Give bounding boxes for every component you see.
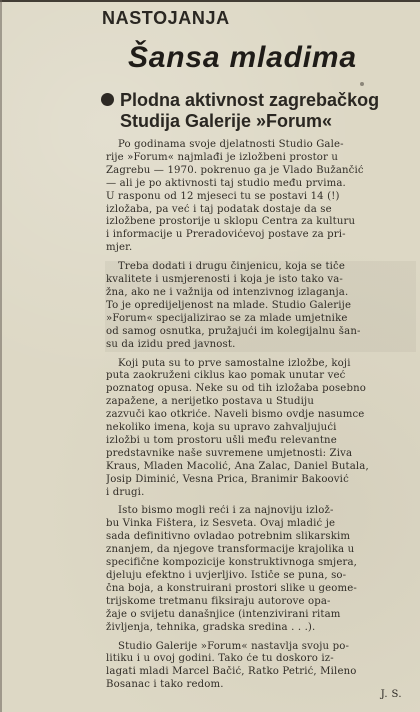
paragraph-line: — ali je po aktivnosti taj studio među prvima. xyxy=(106,177,346,189)
paragraph-line: Po godinama svoje djelatnosti Studio Gale- xyxy=(118,139,344,150)
paragraph-line: rije »Forum« najmlađi je izložbeni prostor u xyxy=(106,151,339,163)
paragraph-2 xyxy=(105,261,416,351)
paragraph-line: izložbene prostorije u sklopu Centra za kulturu xyxy=(106,216,356,228)
paragraph-line: Zagrebu — 1970. pokrenuo ga je Vlado Bužančić xyxy=(106,164,364,176)
paragraph-line: poznatog opusa. Neke su od tih izložaba posebno xyxy=(106,383,367,395)
paragraph-line: Josip Diminić, Vesna Prica, Branimir Bakoović xyxy=(106,473,349,485)
subheadline-line-2: Studija Galerije »Forum« xyxy=(120,111,333,131)
paragraph-line: od samog osnutka, pružajući im kolegijalnu šan- xyxy=(106,325,361,337)
paragraph-line: To je opredijeljenost na mlade. Studio Galerije xyxy=(106,299,352,311)
paragraph-line: litiku i u ovoj godini. Tako će tu doskoro iz- xyxy=(106,653,334,665)
article-body xyxy=(106,139,413,698)
paragraph-line: bu Vinka Fištera, iz Sesveta. Ovaj mladić je xyxy=(106,518,336,530)
paragraph-line: su da izidu pred javnost. xyxy=(106,338,236,350)
paragraph-line: puta zaokruženi ciklus kao pomak unutar već xyxy=(106,370,346,382)
paragraph-line: zapažene, a nerijetko postava u Studiju xyxy=(106,396,315,408)
paragraph-line: žaje o svijetu današnjice (intenzivirani ritam xyxy=(106,608,341,620)
paragraph-line: žna, ako ne i važnija od intenzivnog izlaganja. xyxy=(106,286,349,298)
paragraph-line: lagati mladi Marcel Bačić, Ratko Petrić, Mileno xyxy=(106,666,357,678)
paragraph-line: sada definitivno ovladao potrebnim slikarskim xyxy=(106,531,351,543)
paragraph-line: znanjem, da njegove transformacije krajolika u xyxy=(106,544,355,556)
paragraph-line: Isto bismo mogli reći i za najnoviju izlož- xyxy=(118,505,334,517)
paragraph-line: djeluju efektno i uvjerljivo. Ističe se puna, so- xyxy=(106,570,347,581)
paragraph-line: zazvuči kao otkriće. Naveli bismo ovdje nasumce xyxy=(106,409,365,421)
paragraph-line: kvalitete i usmjerenosti i koja je isto tako va- xyxy=(106,274,343,286)
paragraph-1 xyxy=(106,139,413,255)
paragraph-line: U rasponu od 12 mjeseci tu se postavi 14 (!) xyxy=(106,190,340,202)
author-signature: J. S. xyxy=(380,689,402,700)
paragraph-line: Bosanac i tako redom. xyxy=(106,679,224,691)
print-speck xyxy=(360,82,364,86)
paragraph-line: mjer. xyxy=(106,242,133,254)
paragraph-line: izložaba, pa već i taj podatak dostaje da se xyxy=(106,203,332,215)
subheadline xyxy=(102,90,402,132)
paragraph-4 xyxy=(106,505,413,634)
paragraph-line: i informacije u Preradovićevoj postave za pri- xyxy=(106,229,346,241)
paragraph-line: Kraus, Mladen Macolić, Ana Žalac, Daniel Butala, xyxy=(106,460,369,472)
paragraph-line: življenja, tehnika, gradska sredina . . .). xyxy=(106,621,316,633)
left-rule xyxy=(0,0,2,712)
paragraph-line: trijskome tretmanu fiksiraju autorove opa- xyxy=(106,595,331,607)
paragraph-3 xyxy=(106,358,413,500)
paragraph-line: Treba dodati i drugu činjenicu, koja se tiče xyxy=(118,261,346,273)
paragraph-line: Studio Galerije »Forum« nastavlja svoju po- xyxy=(118,640,350,652)
paragraph-line: Koji puta su to prve samostalne izložbe, koji xyxy=(118,357,351,369)
subheadline-line-1: Plodna aktivnost zagrebačkog xyxy=(120,90,380,110)
paragraph-line: »Forum« specijalizirao se za mlade umjetnike xyxy=(106,312,348,324)
bullet-icon xyxy=(101,93,114,106)
paragraph-line: izložbi u tom prostoru ušli među relevantne xyxy=(106,434,337,446)
paragraph-line: specifične kompozicije konstruktivnoga smjera, xyxy=(106,557,358,569)
paragraph-line: i drugi. xyxy=(106,486,145,498)
top-rule xyxy=(0,0,420,2)
paragraph-line: nekoliko imena, koja su upravo zahvaljujući xyxy=(106,422,337,434)
paragraph-line: čna boja, a konstruirani prostori slike u geome- xyxy=(106,582,357,594)
section-label: NASTOJANJA xyxy=(102,8,230,28)
headline: Šansa mladima xyxy=(128,41,357,74)
paragraph-5 xyxy=(106,641,413,693)
paragraph-line: predstavnike naše suvremene umjetnosti: Živa xyxy=(106,447,353,459)
